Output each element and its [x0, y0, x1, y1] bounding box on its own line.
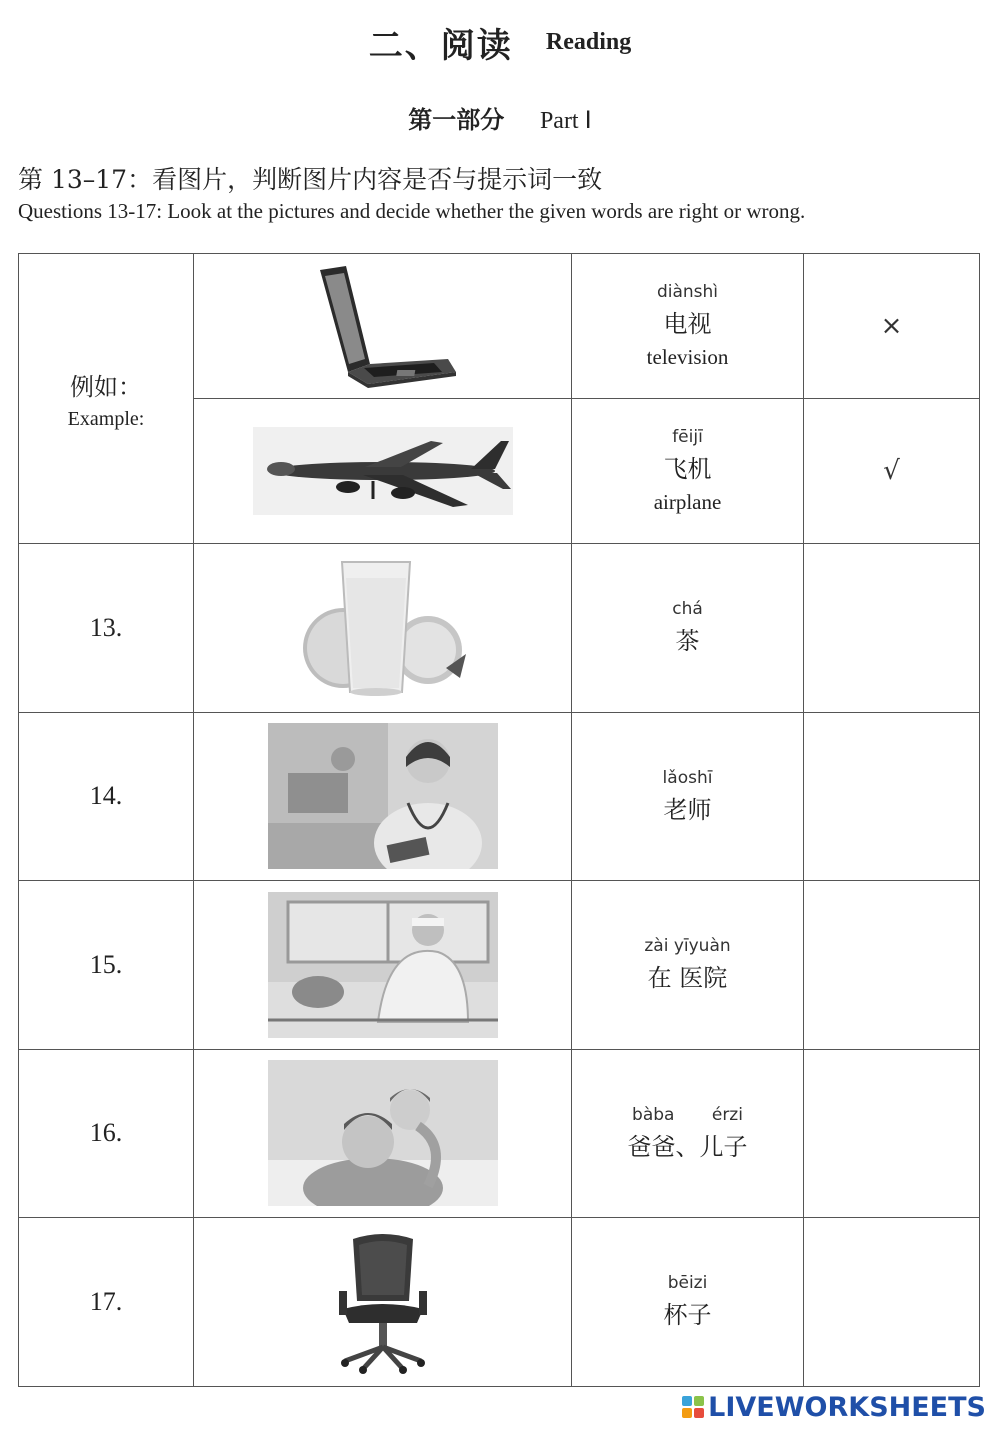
- picture-cell: [194, 881, 572, 1050]
- hanzi-label: 电视: [663, 310, 712, 338]
- word-cell: [572, 1049, 804, 1218]
- word-cell: [572, 881, 804, 1050]
- question-number-cell: [19, 881, 194, 1050]
- word-cell: [572, 544, 804, 713]
- answer-cell[interactable]: [804, 1049, 980, 1218]
- picture-cell: [194, 1218, 572, 1387]
- part-heading: [0, 100, 1000, 135]
- liveworksheets-logo[interactable]: [682, 1392, 986, 1422]
- question-number: 16.: [89, 1118, 123, 1148]
- word-cell: [572, 399, 804, 544]
- word-cell: [572, 254, 804, 399]
- hanzi-label: 茶: [675, 627, 700, 656]
- hospital-nurse-photo: [268, 892, 498, 1038]
- part-english: Part Ⅰ: [539, 108, 592, 134]
- pinyin-baba: bàba: [632, 1104, 675, 1125]
- title-chinese: 二、阅读: [368, 26, 513, 66]
- question-number: 15.: [89, 949, 123, 979]
- question-row: [19, 1218, 980, 1387]
- english-label: airplane: [653, 490, 722, 514]
- pinyin-label: lǎoshī: [662, 767, 713, 788]
- question-number-cell: [19, 544, 194, 713]
- example-label-chinese: 例如：: [70, 372, 142, 401]
- laptop-icon: [308, 264, 458, 389]
- question-number-cell: [19, 1049, 194, 1218]
- pinyin-label: chá: [672, 599, 703, 620]
- logo-badge-icon: [682, 1396, 704, 1418]
- pinyin-label: [572, 1105, 803, 1125]
- question-number: 14.: [89, 781, 123, 811]
- example-label-english: Example:: [67, 407, 145, 430]
- pinyin-label: bēizi: [667, 1273, 708, 1294]
- instruction-english: Questions 13-17: Look at the pictures and decide whether the given words are right or wrong.: [18, 199, 806, 223]
- english-label: television: [646, 345, 729, 369]
- answer-cell: [804, 399, 980, 544]
- hanzi-label: 爸爸、儿子: [627, 1132, 748, 1161]
- answer-cell[interactable]: [804, 712, 980, 881]
- pinyin-label: fēijī: [672, 427, 703, 447]
- question-row: [19, 1049, 980, 1218]
- example-row: [19, 254, 980, 399]
- example-label-cell: [19, 254, 194, 544]
- pinyin-erzi: érzi: [711, 1104, 743, 1125]
- part-chinese: 第一部分: [408, 105, 505, 134]
- page-title: [0, 18, 1000, 67]
- answer-cell[interactable]: [804, 881, 980, 1050]
- question-row: [19, 712, 980, 881]
- picture-cell: [194, 399, 572, 544]
- word-cell: [572, 1218, 804, 1387]
- question-row: [19, 881, 980, 1050]
- question-number: 13.: [89, 612, 123, 642]
- answer-cell[interactable]: [804, 544, 980, 713]
- doctor-photo: [268, 723, 498, 869]
- exercise-table: [18, 253, 980, 1387]
- hanzi-label: 在 医院: [647, 964, 728, 993]
- picture-cell: [194, 1049, 572, 1218]
- hanzi-label: 老师: [663, 795, 712, 824]
- wrong-mark: ×: [880, 311, 903, 341]
- pinyin-label: zài yīyuàn: [644, 936, 731, 957]
- picture-cell: [194, 544, 572, 713]
- question-number: 17.: [89, 1286, 123, 1316]
- question-number-cell: [19, 1218, 194, 1387]
- picture-cell: [194, 712, 572, 881]
- question-row: [19, 544, 980, 713]
- answer-cell: [804, 254, 980, 399]
- pinyin-label: diànshì: [656, 282, 719, 302]
- correct-mark: √: [883, 456, 900, 486]
- word-cell: [572, 712, 804, 881]
- question-number-cell: [19, 712, 194, 881]
- instruction-chinese: 第 13–17：看图片，判断图片内容是否与提示词一致: [18, 165, 603, 194]
- hanzi-label: 杯子: [663, 1301, 712, 1330]
- office-chair-icon: [333, 1229, 433, 1374]
- hanzi-label: 飞机: [663, 455, 712, 483]
- airplane-icon: [253, 427, 513, 515]
- father-son-photo: [268, 1060, 498, 1206]
- title-english: Reading: [545, 29, 632, 55]
- logo-text: LIVEWORKSHEETS: [708, 1391, 986, 1423]
- glass-and-orange-icon: [298, 558, 468, 698]
- answer-cell[interactable]: [804, 1218, 980, 1387]
- picture-cell: [194, 254, 572, 399]
